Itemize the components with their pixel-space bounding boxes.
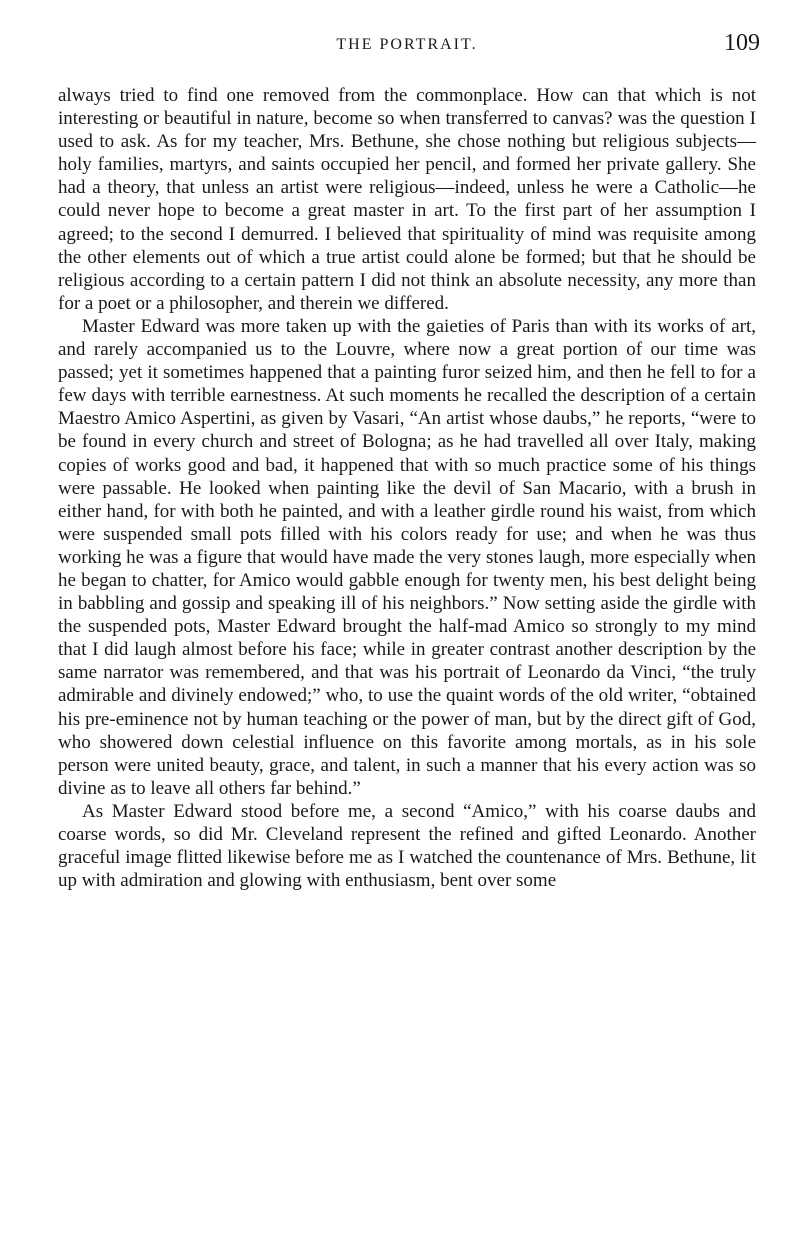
running-title: THE PORTRAIT. bbox=[336, 36, 478, 53]
body-text bbox=[58, 84, 756, 892]
paragraph-1: always tried to find one removed from the commonplace. How can that which is not interesting or beautiful in nature, become so when transferred to canvas? was the question I used to ask. As for my teacher, Mrs. Bethune, she chose nothing but religious subjects—holy families, martyrs, and saints occupied her pencil, and formed her private gallery. She had a theory, that unless an artist were religious—indeed, unless he were a Catholic—he could never hope to become a great master in art. To the first part of her assumption I agreed; to the second I demurred. I believed that spirituality of mind was requisite among the other elements out of which a true artist could alone be formed; but that he should be religious according to a certain pattern I did not think an absolute necessity, any more than for a poet or a philosopher, and therein we differed. bbox=[58, 85, 756, 314]
paragraph-2: Master Edward was more taken up with the gaieties of Paris than with its works of art, and rarely accompanied us to the Louvre, where now a great portion of our time was passed; yet it sometimes happened that a painting furor seized him, and then he fell to for a few days with terrible earnestness. At such moments he recalled the description of a certain Maestro Amico Aspertini, as given by Vasari, “An artist whose daubs,” he reports, “were to be found in every church and street of Bologna; as he had travelled all over Italy, making copies of works good and bad, it happened that with so much practice some of his things were passable. He looked when painting like the devil of San Macario, with a brush in either hand, for with both he painted, and with a leather girdle round his waist, from which were suspended small pots filled with his colors ready for use; and when he was thus working he was a figure that would have made the very stones laugh, more especially when he began to chatter, for Amico would gabble enough for twenty men, his best delight being in babbling and gossip and speaking ill of his neighbors.” Now setting aside the girdle with the suspended pots, Master Edward brought the half-mad Amico so strongly to my mind that I did laugh almost before his face; while in greater contrast another description by the same narrator was remembered, and that was his portrait of Leonardo da Vinci, “the truly admirable and divinely endowed;” who, to use the quaint words of the old writer, “obtained his pre-eminence not by human teaching or the power of man, but by the direct gift of God, who showered down celestial influence on this favorite among mortals, as in his sole person were united beauty, grace, and talent, in such a manner that his every action was so divine as to leave all others far behind.” bbox=[58, 315, 756, 799]
paragraph-3: As Master Edward stood before me, a second “Amico,” with his coarse daubs and coarse words, so did Mr. Cleveland represent the refined and gifted Leonardo. Another graceful image flitted likewise before me as I watched the countenance of Mrs. Bethune, lit up with admiration and glowing with enthusiasm, bent over some bbox=[58, 800, 756, 892]
book-page bbox=[58, 30, 760, 892]
page-number: 109 bbox=[724, 30, 760, 56]
running-head bbox=[58, 30, 760, 64]
